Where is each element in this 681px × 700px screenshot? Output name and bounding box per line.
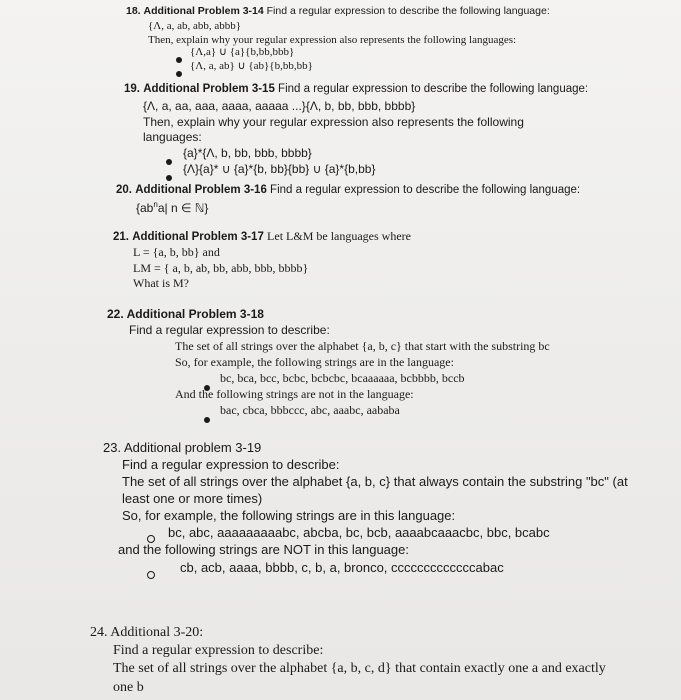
problem-21-heading: 21. Additional Problem 3-17 Let L&M be languages where xyxy=(113,229,411,243)
problem-19-bullet-1: {a}*{Λ, b, bb, bbb, bbbb} xyxy=(183,146,312,160)
problem-19-language: {Λ, a, aa, aaa, aaaa, aaaaa ...}{Λ, b, bb, bbb, bbbb} xyxy=(143,99,416,113)
problem-23-bullet-1: bc, abc, aaaaaaaaabc, abcba, bc, bcb, aaaabcaaacbc, bbc, bcabc xyxy=(168,525,550,540)
problem-21-line-3: What is M? xyxy=(133,276,189,290)
problem-18-explain: Then, explain why your regular expression also represents the following languages: xyxy=(148,34,517,46)
problem-24-instruction: Find a regular expression to describe: xyxy=(113,643,324,658)
problem-23-description-cont: least one or more times) xyxy=(122,491,263,506)
problem-19-heading: 19. Additional Problem 3-15 Find a regular expression to describe the following language: xyxy=(124,83,589,95)
problem-22-examples-in: So, for example, the following strings are in the language: xyxy=(175,355,454,369)
hollow-bullet-icon xyxy=(147,566,155,584)
problem-23-heading: 23. Additional problem 3-19 xyxy=(103,440,262,455)
problem-22-bullet-2: bac, cbca, bbbccc, abc, aaabc, aababa xyxy=(220,403,400,417)
problem-22-heading: 22. Additional Problem 3-18 xyxy=(107,307,264,321)
problem-20-language: {$ab^na|$ n ∈ ℕ} xyxy=(136,200,209,215)
problem-23-description: The set of all strings over the alphabet {a, b, c} that always contain the substring "bc" (at xyxy=(122,474,628,489)
problem-24-description: The set of all strings over the alphabet {a, b, c, d} that contain exactly one a and exactly xyxy=(113,661,606,676)
problem-22-bullet-1: bc, bca, bcc, bcbc, bcbcbc, bcaaaaaa, bcbbbb, bccb xyxy=(220,371,465,385)
bullet-icon xyxy=(204,410,210,428)
problem-19-bullet-2: {Λ}{a}* ∪ {a}*{b, bb}{bb} ∪ {a}*{b,bb} xyxy=(183,162,376,176)
problem-18-heading: 18. Additional Problem 3-14 Find a regular expression to describe the following language: xyxy=(126,5,550,17)
problem-20-heading: 20. Additional Problem 3-16 Find a regular expression to describe the following language: xyxy=(116,184,581,196)
problem-18-bullet-1: {Λ,a} ∪ {a}{b,bb,bbb} xyxy=(190,46,295,58)
problem-18-language: {Λ, a, ab, abb, abbb} xyxy=(148,20,242,32)
problem-24-heading: 24. Additional 3-20: xyxy=(90,625,204,640)
problem-22-description: The set of all strings over the alphabet {a, b, c} that start with the substring bc xyxy=(175,339,550,353)
problem-19-explain: Then, explain why your regular expression also represents the following xyxy=(143,115,524,129)
problem-19-explain-cont: languages: xyxy=(143,130,202,144)
problem-21-line-1: L = {a, b, bb} and xyxy=(133,245,220,259)
problem-23-examples-out: and the following strings are NOT in this language: xyxy=(118,542,409,557)
problem-23-instruction: Find a regular expression to describe: xyxy=(122,457,340,472)
problem-22-instruction: Find a regular expression to describe: xyxy=(129,323,330,337)
problem-21-line-2: LM = { a, b, ab, bb, abb, bbb, bbbb} xyxy=(133,261,309,275)
problem-23-examples-in: So, for example, the following strings are in this language: xyxy=(122,508,456,523)
problem-18-bullet-2: {Λ, a, ab} ∪ {ab}{b,bb,bb} xyxy=(190,60,313,72)
problem-23-bullet-2: cb, acb, aaaa, bbbb, c, b, a, bronco, cccccccccccccabac xyxy=(180,560,504,575)
problem-22-examples-out: And the following strings are not in the language: xyxy=(175,387,414,401)
problem-24-description-cont: one b xyxy=(113,680,144,695)
bullet-icon xyxy=(176,64,182,82)
